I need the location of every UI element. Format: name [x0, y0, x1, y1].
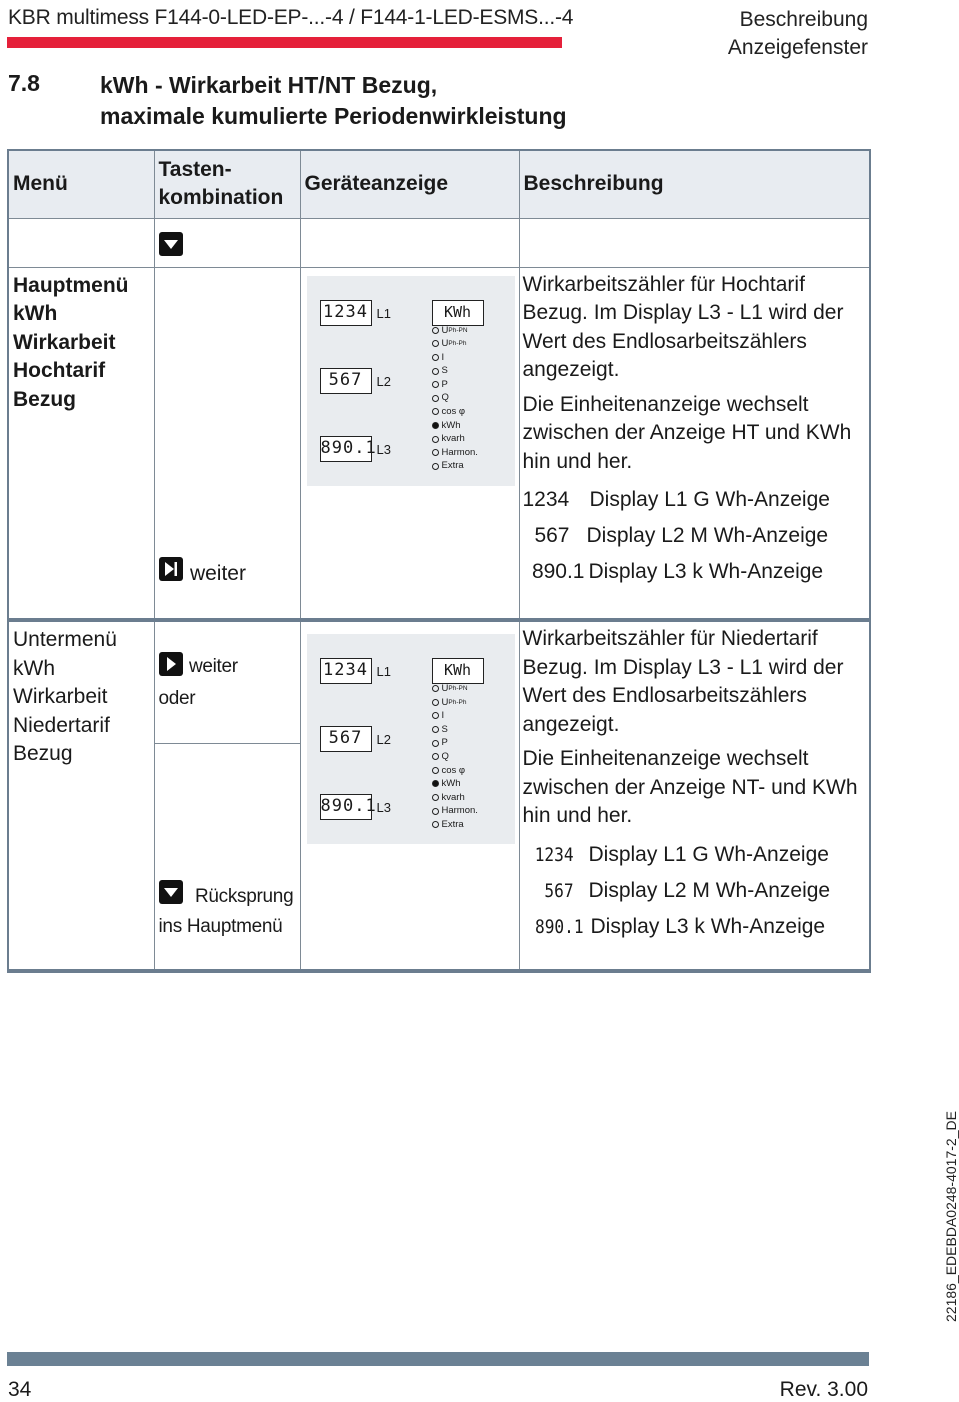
device-display	[307, 634, 515, 844]
lcd-l1: 1234	[320, 300, 372, 326]
value-row: 567 Display L2 M Wh-Anzeige	[543, 878, 831, 902]
led-off-icon	[432, 699, 439, 706]
key-weiter[interactable]	[159, 556, 246, 585]
menu-label-untermenu	[9, 622, 154, 773]
led-off-icon	[432, 726, 439, 733]
value-row: 890.1 Display L3 k Wh-Anzeige	[534, 914, 826, 938]
indicator-item: kvarh	[432, 791, 478, 805]
indicator-item: U Ph-PN	[432, 682, 478, 696]
header-red-bar	[7, 37, 562, 48]
menu-line: Hochtarif	[13, 359, 106, 382]
document-id: 22186_EDEBDA0248-4017-2_DE	[943, 1111, 959, 1322]
menu-cell	[8, 267, 154, 620]
value-row: 1234 Display L1 G Wh-Anzeige	[522, 488, 830, 511]
indicator-item: cos φ	[432, 764, 478, 778]
table-row-key-down	[8, 218, 870, 267]
led-off-icon	[432, 327, 439, 334]
menu-line: Untermenü	[13, 628, 117, 651]
display-cell	[300, 620, 519, 971]
arrow-down-key-icon[interactable]	[159, 232, 183, 256]
key-label-line2: ins Hauptmenü	[158, 916, 283, 937]
led-off-icon	[432, 340, 439, 347]
indicator-item: P	[432, 736, 478, 750]
value-row: 890.1 Display L3 k Wh-Anzeige	[531, 560, 824, 583]
led-off-icon	[432, 408, 439, 415]
footer-bar	[7, 1352, 869, 1366]
lcd-label-l2: L2	[376, 373, 391, 389]
section-title-line2: maximale kumulierte Periodenwirkleistung	[100, 103, 567, 129]
indicator-item: cos φ	[432, 405, 478, 419]
led-off-icon	[432, 794, 439, 801]
led-off-icon	[432, 685, 439, 692]
led-off-icon	[432, 368, 439, 375]
menu-line: Wirkarbeit	[13, 685, 108, 708]
indicator-item: kvarh	[432, 432, 478, 446]
indicator-list	[432, 324, 478, 474]
header-keys	[154, 150, 300, 218]
led-off-icon	[432, 712, 439, 719]
description-paragraph: Die Einheitenanzeige wechselt zwischen der Anzeige NT- und KWh hin und her.	[522, 747, 858, 827]
skip-next-key-icon[interactable]	[159, 557, 183, 581]
header-chapter-line2: Anzeigefenster	[727, 36, 868, 59]
lcd-label-l3: L3	[376, 441, 391, 457]
indicator-item: Harmon.	[432, 804, 478, 818]
led-off-icon	[432, 449, 439, 456]
menu-line: Wirkarbeit	[13, 330, 116, 354]
led-on-icon	[432, 422, 439, 429]
menu-cell	[8, 620, 154, 971]
empty-cell	[300, 218, 519, 267]
key-label: weiter	[188, 656, 238, 678]
indicator-item: Extra	[432, 818, 478, 832]
led-on-icon	[432, 780, 439, 787]
led-off-icon	[432, 381, 439, 388]
header-description: Beschreibung	[519, 150, 870, 218]
key-weiter[interactable]	[159, 652, 238, 676]
arrow-down-key-icon[interactable]	[159, 880, 183, 904]
key-subcell-weiter	[155, 622, 300, 744]
indicator-item: Q	[432, 391, 478, 405]
table-header-row	[8, 150, 870, 218]
indicator-item: kWh	[432, 419, 478, 433]
header-menu: Menü	[8, 150, 154, 218]
key-or-label: oder	[158, 688, 196, 709]
indicator-item: S	[432, 364, 478, 378]
led-off-icon	[432, 753, 439, 760]
header-chapter	[728, 6, 868, 62]
description-paragraph: Wirkarbeitszähler für Niedertarif Bezug. Im Display L3 - L1 wird der Wert des Endlosarbeitszählers angezeigt.	[522, 627, 844, 736]
indicator-item: Harmon.	[432, 446, 478, 460]
indicator-item: S	[432, 723, 478, 737]
description-text	[520, 268, 870, 591]
table-row-untermenu	[8, 620, 870, 971]
display-cell	[300, 267, 519, 620]
page-number: 34	[8, 1378, 32, 1401]
lcd-l1: 1234	[320, 658, 372, 684]
header-display: Geräteanzeige	[300, 150, 519, 218]
indicator-item: U Ph-Ph	[432, 337, 478, 351]
description-paragraph: Die Einheitenanzeige wechselt zwischen der Anzeige HT und KWh hin und her.	[522, 392, 852, 473]
menu-label-hauptmenu	[9, 268, 154, 419]
description-paragraph: Wirkarbeitszähler für Hochtarif Bezug. Im Display L3 - L1 wird der Wert des Endlosarbeitszählers angezeigt.	[522, 272, 844, 381]
lcd-unit: KWh	[432, 300, 484, 326]
led-off-icon	[432, 767, 439, 774]
document-title: KBR multimess F144-0-LED-EP-...-4 / F144-1-LED-ESMS...-4	[8, 6, 574, 29]
lcd-l3: 890.1	[320, 436, 372, 462]
menu-line: Bezug	[13, 387, 76, 411]
led-off-icon	[432, 740, 439, 747]
device-display	[307, 276, 515, 486]
lcd-l2: 567	[320, 726, 372, 752]
section-title	[100, 70, 567, 132]
led-off-icon	[432, 395, 439, 402]
lcd-l2: 567	[320, 368, 372, 394]
value-row: 567 Display L2 M Wh-Anzeige	[534, 524, 829, 547]
value-row: 1234 Display L1 G Wh-Anzeige	[534, 842, 829, 866]
indicator-item: U Ph-PN	[432, 324, 478, 338]
indicator-list	[432, 682, 478, 832]
led-off-icon	[432, 808, 439, 815]
lcd-label-l3: L3	[376, 800, 391, 815]
header-keys-line1: Tasten-	[158, 158, 232, 182]
header-chapter-line1: Beschreibung	[739, 8, 868, 31]
indicator-item: Q	[432, 750, 478, 764]
lcd-unit: KWh	[432, 658, 484, 684]
indicator-item: I	[432, 709, 478, 723]
empty-cell	[519, 218, 870, 267]
menu-line: Niedertarif	[13, 713, 110, 737]
header-keys-line2: kombination	[158, 186, 284, 210]
menu-table	[7, 149, 871, 973]
menu-line: Hauptmenü	[13, 273, 129, 297]
key-ruecksprung[interactable]	[159, 880, 294, 908]
led-off-icon	[432, 354, 439, 361]
section-number: 7.8	[8, 70, 40, 96]
indicator-item: I	[432, 351, 478, 365]
table-row-hauptmenu	[8, 267, 870, 620]
indicator-item: Extra	[432, 459, 478, 473]
lcd-label-l1: L1	[376, 305, 391, 321]
arrow-right-key-icon[interactable]	[159, 652, 183, 676]
description-cell	[519, 267, 870, 620]
key-cell	[154, 620, 300, 971]
led-off-icon	[432, 436, 439, 443]
empty-cell	[8, 218, 154, 267]
led-off-icon	[432, 463, 439, 470]
menu-line: kWh	[13, 656, 55, 680]
menu-line: Bezug	[13, 742, 73, 765]
key-label: weiter	[189, 561, 246, 585]
lcd-l3: 890.1	[320, 794, 372, 820]
led-off-icon	[432, 821, 439, 828]
section-title-line1: kWh - Wirkarbeit HT/NT Bezug,	[100, 72, 438, 98]
lcd-label-l1: L1	[376, 664, 391, 679]
indicator-item: U Ph-Ph	[432, 696, 478, 710]
indicator-item: P	[432, 378, 478, 392]
menu-line: kWh	[13, 302, 58, 325]
key-label: Rücksprung	[194, 886, 294, 908]
revision: Rev. 3.00	[779, 1378, 868, 1401]
indicator-item: kWh	[432, 777, 478, 791]
description-cell	[519, 620, 870, 971]
lcd-label-l2: L2	[376, 732, 391, 747]
description-text	[520, 622, 870, 945]
key-cell	[154, 267, 300, 620]
key-cell	[154, 218, 300, 267]
